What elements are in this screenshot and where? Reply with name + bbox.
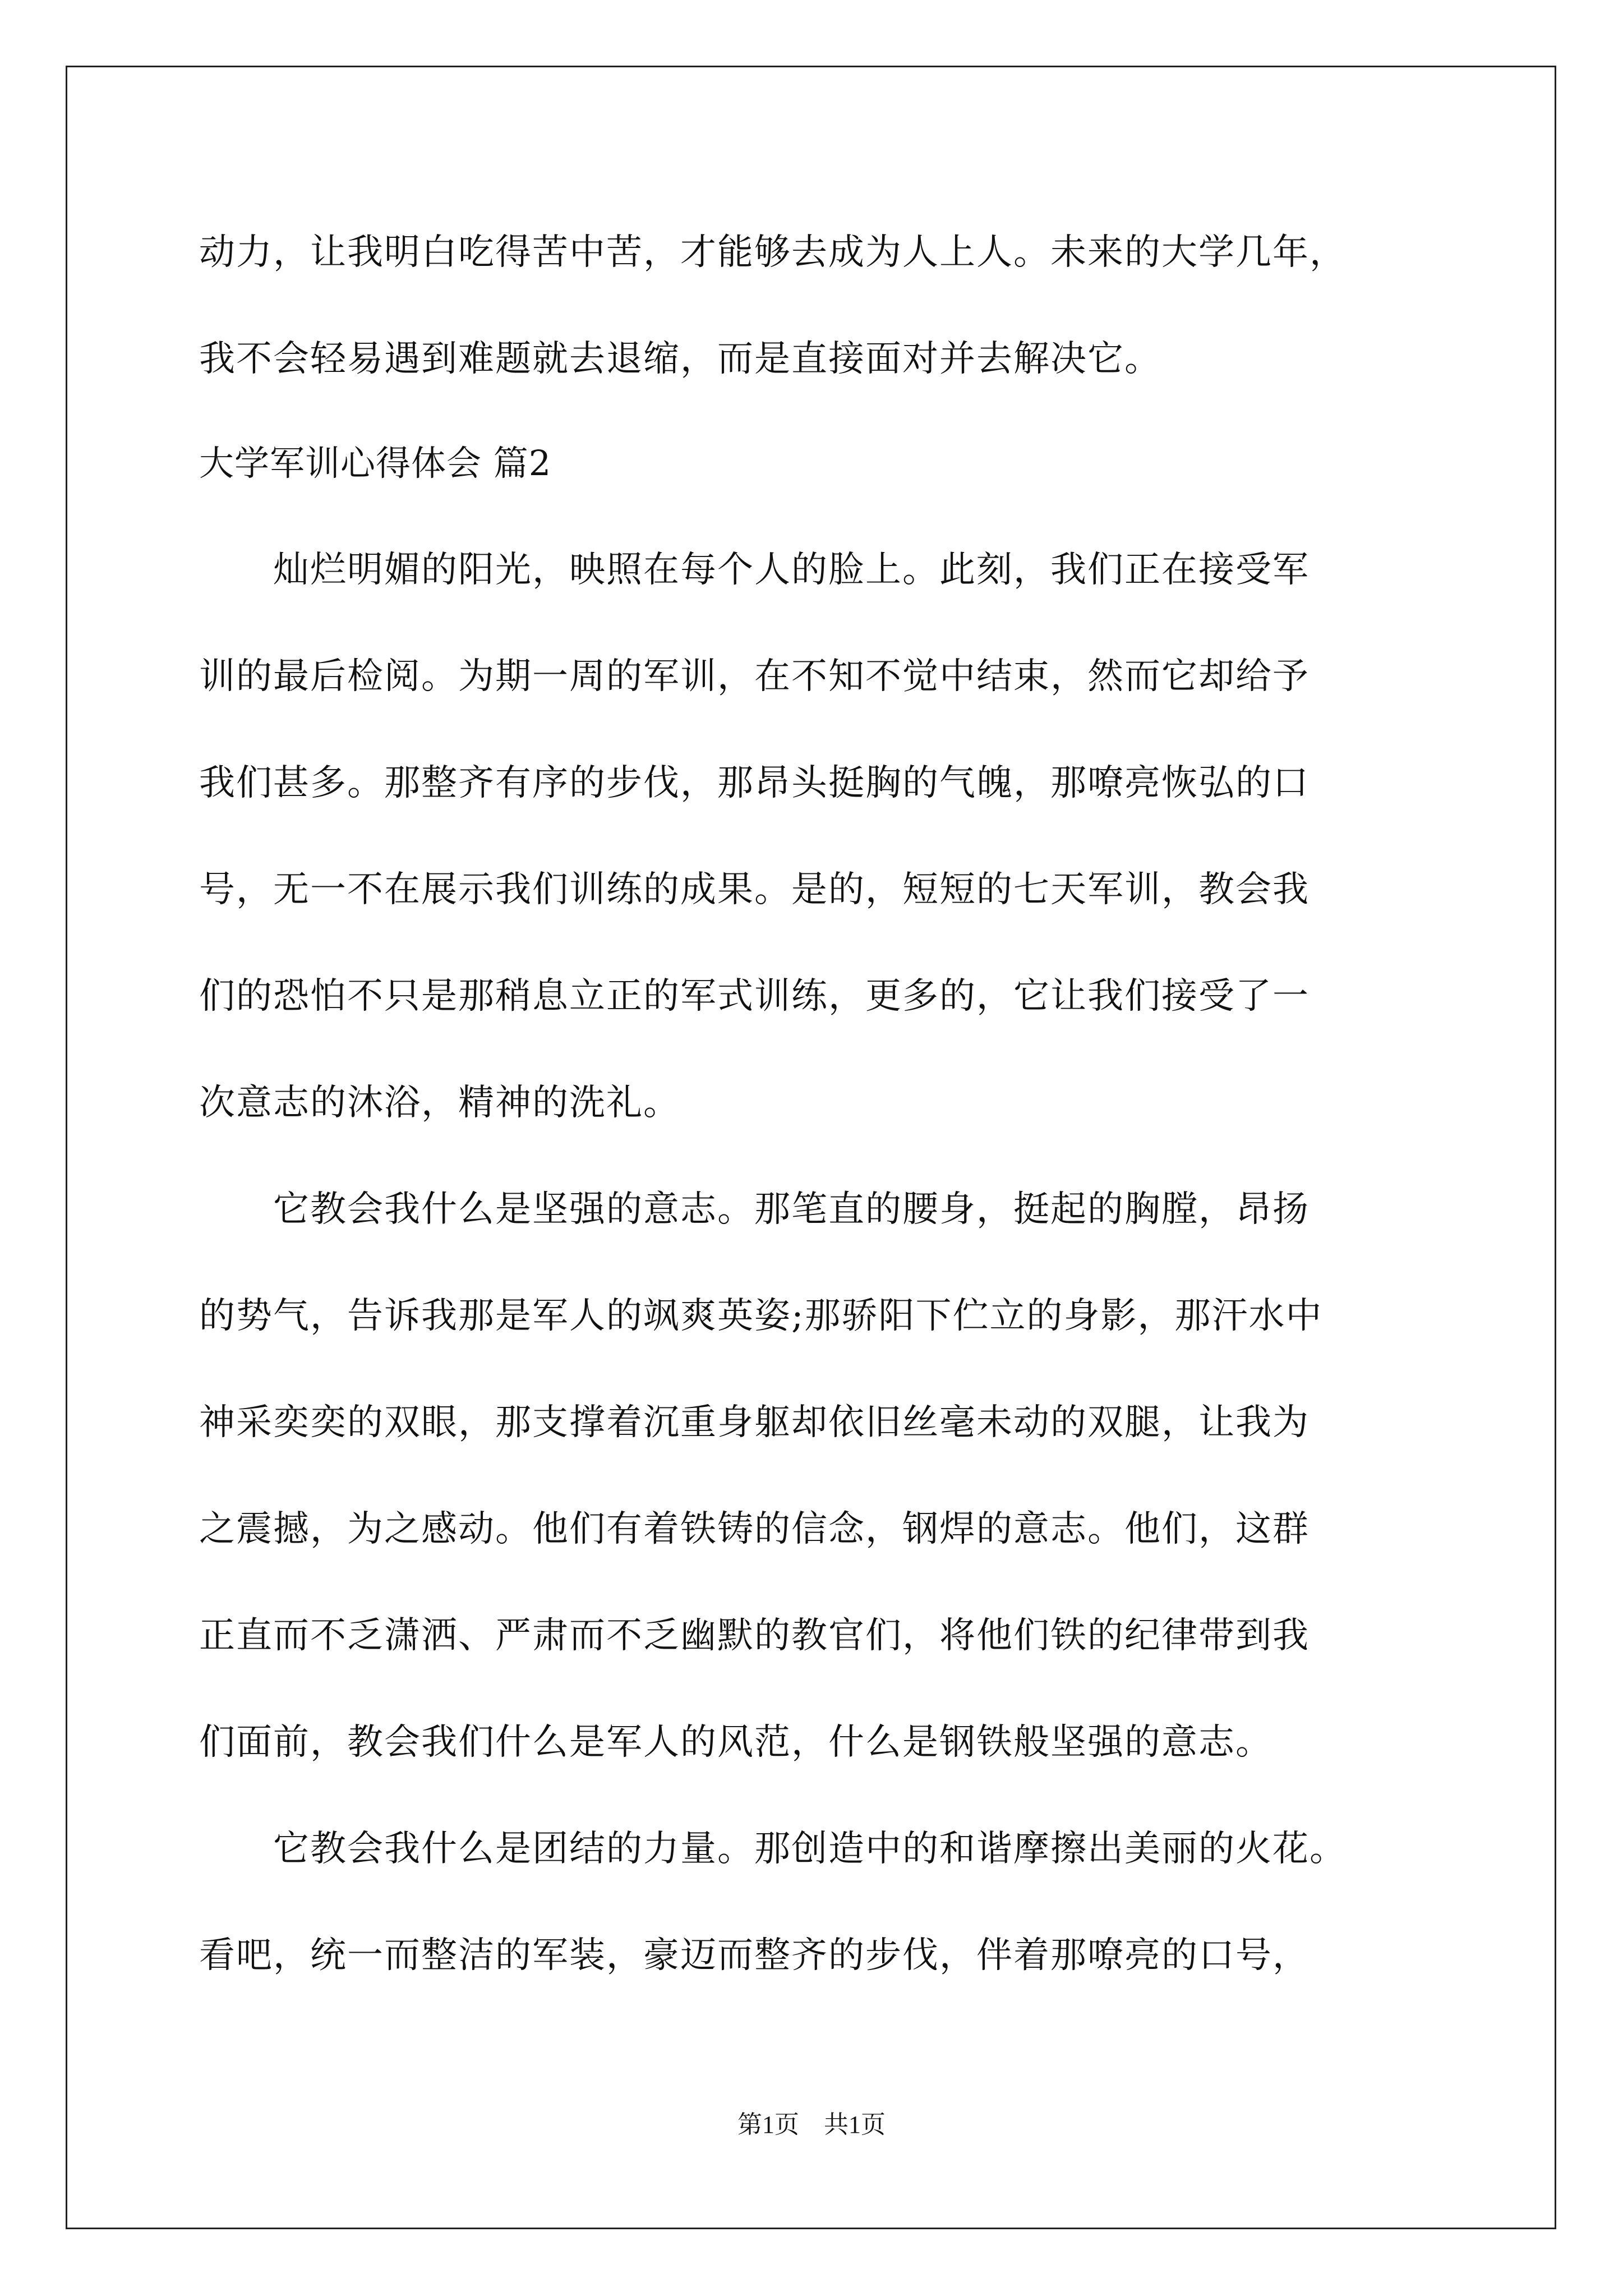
body-line-11: 的势气，告诉我那是军人的飒爽英姿;那骄阳下伫立的身影，那汗水中 [199,1295,1323,1337]
body-line-14: 正直而不乏潇洒、严肃而不乏幽默的教官们，将他们铁的纪律带到我 [199,1615,1310,1657]
page-border [66,66,1556,2229]
body-line-7: 号，无一不在展示我们训练的成果。是的，短短的七天军训，教会我 [199,869,1310,910]
body-line-4: 灿烂明媚的阳光，映照在每个人的脸上。此刻，我们正在接受军 [199,549,1310,591]
body-line-13: 之震撼，为之感动。他们有着铁铸的信念，钢焊的意志。他们，这群 [199,1508,1310,1550]
page-footer: 第1页 共1页 [737,2111,886,2138]
body-line-9: 次意志的沐浴，精神的洗礼。 [199,1082,680,1124]
body-line-8: 们的恐怕不只是那稍息立正的军式训练，更多的，它让我们接受了一 [199,976,1310,1017]
body-line-17: 看吧，统一而整洁的军装，豪迈而整齐的步伐，伴着那嘹亮的口号， [199,1935,1310,1976]
body-line-15: 们面前，教会我们什么是军人的风范，什么是钢铁般坚强的意志。 [199,1722,1272,1763]
body-line-6: 我们甚多。那整齐有序的步伐，那昂头挺胸的气魄，那嘹亮恢弘的口 [199,762,1310,804]
body-line-12: 神采奕奕的双眼，那支撑着沉重身躯却依旧丝毫未动的双腿，让我为 [199,1402,1310,1443]
body-line-5: 训的最后检阅。为期一周的军训，在不知不觉中结束，然而它却给予 [199,656,1310,697]
body-line-10: 它教会我什么是坚强的意志。那笔直的腰身，挺起的胸膛，昂扬 [199,1189,1310,1230]
section-heading: 大学军训心得体会 篇2 [199,443,552,484]
body-line-16: 它教会我什么是团结的力量。那创造中的和谐摩擦出美丽的火花。 [199,1828,1347,1870]
body-line-1: 动力，让我明白吃得苦中苦，才能够去成为人上人。未来的大学几年， [199,232,1347,273]
body-line-2: 我不会轻易遇到难题就去退缩，而是直接面对并去解决它。 [199,338,1161,380]
